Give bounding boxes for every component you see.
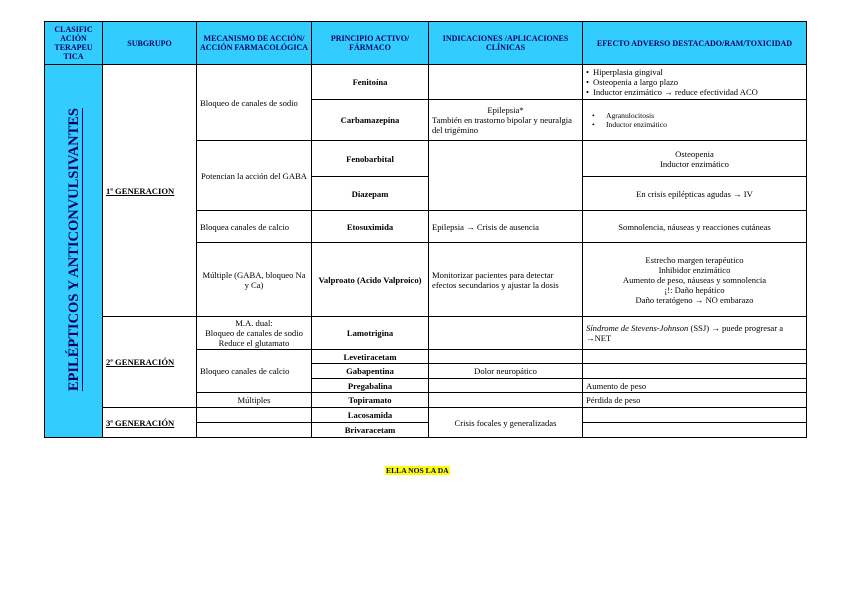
farmaco-fenobarbital: Fenobarbital: [312, 141, 429, 177]
efecto-feno-1: Osteopenia: [675, 148, 714, 159]
indicacion-pregabalina: [429, 379, 583, 393]
subgrupo-g3: 3ª GENERACIÓN: [103, 408, 197, 438]
mecanismo-gaba: Potencian la acción del GABA: [197, 141, 312, 211]
efecto-fenitoina: [583, 65, 807, 100]
mecanismo-dual-3: Reduce el glutamato: [218, 338, 290, 348]
farmaco-etosuximida: Etosuximida: [312, 211, 429, 243]
farmaco-carbamazepina: Carbamazepina: [312, 100, 429, 141]
efecto-valproato: [583, 243, 807, 317]
mecanismo-lacosamida: [197, 408, 312, 423]
header-clasificacion: CLASIFIC ACIÓN TERAPEU TICA: [45, 22, 103, 65]
mecanismo-multiples: Múltiples: [197, 393, 312, 408]
mecanismo-brivaracetam: [197, 423, 312, 438]
list-item: • Hiperplasia gingival: [586, 67, 803, 77]
list-item: • Agranulocitosis: [586, 111, 803, 121]
efecto-valpro-1: Estrecho margen terapéutico: [645, 254, 744, 265]
efecto-carbamazepina: [583, 100, 807, 141]
indicacion-gabapentina: Dolor neuropático: [429, 364, 583, 379]
efecto-etosuximida: Somnolencia, náuseas y reacciones cutáneas: [583, 211, 807, 243]
header-row: [45, 22, 807, 65]
farmaco-brivaracetam: Brivaracetam: [312, 423, 429, 438]
efecto-pregabalina: Aumento de peso: [583, 379, 807, 393]
efecto-valpro-3: Aumento de peso, náuseas y somnolencia: [622, 274, 767, 285]
mecanismo-multiple: Múltiple (GABA, bloqueo Na y Ca): [197, 243, 312, 317]
efecto-valpro-5: Daño teratógeno → NO embarazo: [635, 294, 754, 305]
indicacion-lamotrigina: [429, 317, 583, 350]
indicacion-topiramato: [429, 393, 583, 408]
header-principio: PRINCIPIO ACTIVO/ FÁRMACO: [312, 22, 429, 65]
list-item: • Inductor enzimático: [586, 120, 803, 130]
mecanismo-dual-2: Bloqueo de canales de sodio: [205, 328, 303, 338]
indicacion-levetiracetam: [429, 350, 583, 364]
farmaco-lamotrigina: Lamotrigina: [312, 317, 429, 350]
indicacion-etosuximida: Epilepsia → Crisis de ausencia: [429, 211, 583, 243]
farmaco-lacosamida: Lacosamida: [312, 408, 429, 423]
indicacion-fenitoina: [429, 65, 583, 100]
header-mecanismo: MECANISMO DE ACCIÓN/ ACCIÓN FARMACOLÓGICA: [197, 22, 312, 65]
indicacion-carbamazepina: [429, 100, 583, 141]
highlight-note: ELLA NOS LA DA: [386, 466, 449, 475]
mecanismo-dual: [197, 317, 312, 350]
efecto-brivaracetam: [583, 423, 807, 438]
table-row: [45, 65, 807, 100]
efecto-diazepam: En crisis epilépticas agudas → IV: [583, 177, 807, 211]
efecto-gabapentina: [583, 364, 807, 379]
table-row: [45, 317, 807, 350]
farmaco-gabapentina: Gabapentina: [312, 364, 429, 379]
farmaco-valproato: Valproato (Acido Valproico): [312, 243, 429, 317]
subgrupo-g1: 1ª GENERACION: [103, 65, 197, 317]
header-efecto: EFECTO ADVERSO DESTACADO/RAM/TOXICIDAD: [583, 22, 807, 65]
efecto-lamo-1: Síndrome de Stevens-Johnson: [586, 323, 689, 333]
farmaco-levetiracetam: Levetiracetam: [312, 350, 429, 364]
indicacion-valproato: Monitorizar pacientes para detectar efectos secundarios y ajustar la dosis: [429, 243, 583, 317]
pharmacology-table: [44, 21, 807, 438]
mecanismo-dual-1: M.A. dual:: [235, 318, 273, 328]
farmaco-topiramato: Topiramato: [312, 393, 429, 408]
efecto-lamo-2: (SSJ) → puede progresar a →NET: [586, 323, 784, 343]
table-row: [45, 408, 807, 423]
indicacion-carba-1: Epilepsia*: [487, 105, 524, 115]
clasificacion-cell: [45, 65, 103, 438]
efecto-levetiracetam: [583, 350, 807, 364]
indicacion-g3: Crisis focales y generalizadas: [429, 408, 583, 438]
efecto-lacosamida: [583, 408, 807, 423]
mecanismo-calcio-2: Bloqueo canales de calcio: [197, 350, 312, 393]
farmaco-diazepam: Diazepam: [312, 177, 429, 211]
indicacion-feno-diaz: [429, 141, 583, 211]
list-item: • Inductor enzimático → reduce efectividad ACO: [586, 87, 803, 97]
subgrupo-g2: 2ª GENERACIÓN: [103, 317, 197, 408]
mecanismo-calcio: Bloquea canales de calcio: [197, 211, 312, 243]
list-item: • Osteopenia a largo plazo: [586, 77, 803, 87]
efecto-feno-2: Inductor enzimático: [660, 158, 729, 169]
efecto-lamotrigina: [583, 317, 807, 350]
farmaco-pregabalina: Pregabalina: [312, 379, 429, 393]
indicacion-carba-2: También en trastorno bipolar y neuralgia del trigémino: [432, 115, 572, 135]
farmaco-fenitoina: Fenitoína: [312, 65, 429, 100]
mecanismo-sodio: Bloqueo de canales de sodio: [197, 65, 312, 141]
efecto-valpro-2: Inhibidor enzimático: [658, 264, 731, 275]
efecto-topiramato: Pérdida de peso: [583, 393, 807, 408]
header-subgrupo: SUBGRUPO: [103, 22, 197, 65]
efecto-valpro-4: ¡!: Daño hepático: [664, 284, 725, 295]
clasificacion-label: EPILÉPTICOS Y ANTICONVULSIVANTES: [65, 108, 82, 392]
header-indicaciones: INDICACIONES /APLICACIONES CLÍNICAS: [429, 22, 583, 65]
efecto-fenobarbital: [583, 141, 807, 177]
